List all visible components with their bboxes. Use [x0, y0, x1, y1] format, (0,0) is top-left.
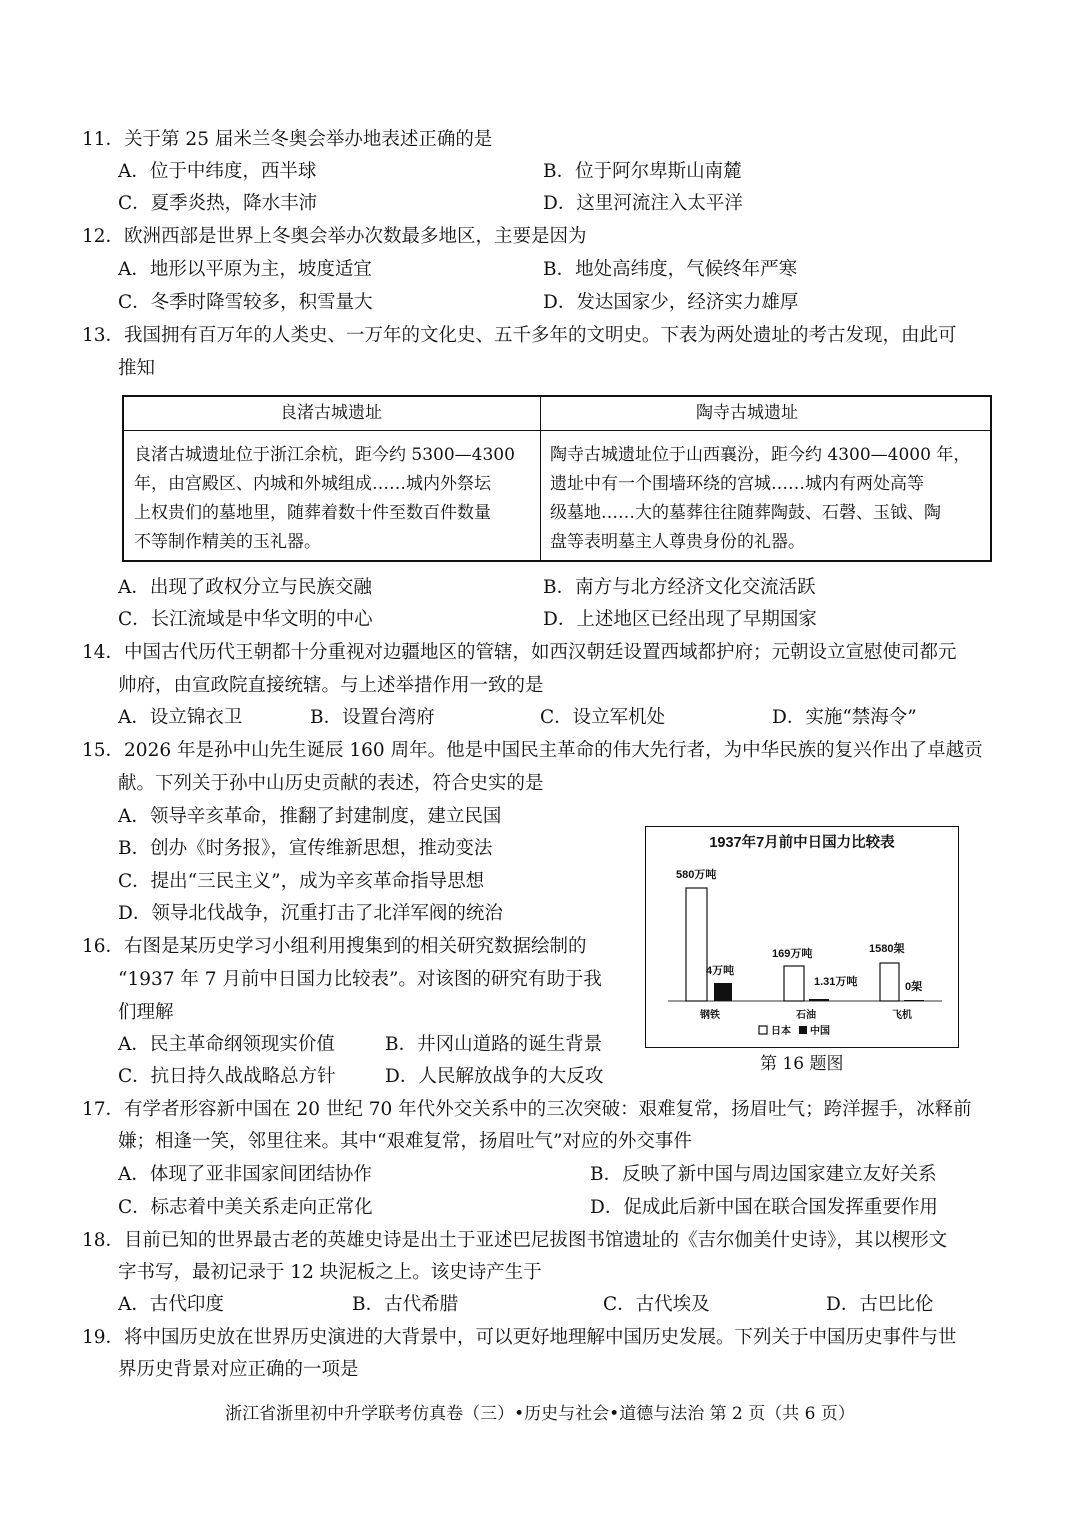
- q11-option-a: A．位于中纬度，西半球: [118, 161, 317, 182]
- q12-option-a: A．地形以平原为主，坡度适宜: [118, 259, 372, 280]
- q12-stem: 12．欧洲西部是世界上冬奥会举办次数最多地区，主要是因为: [82, 226, 587, 247]
- q13-option-c: C．长江流域是中华文明的中心: [118, 609, 373, 630]
- table-header-liangzhu: 良渚古城遗址: [280, 403, 382, 423]
- label-china-oil: 1.31万吨: [814, 976, 858, 988]
- national-strength-chart: [645, 826, 959, 1048]
- q16-option-a: A．民主革命纲领现实价值: [118, 1034, 335, 1055]
- table-cell-taosi-line-3: 级墓地……大的墓葬往往随葬陶鼓、石磬、玉钺、陶: [550, 503, 941, 523]
- table-cell-taosi-line-4: 盘等表明墓主人尊贵身份的礼器。: [550, 532, 805, 552]
- q17-option-b: B．反映了新中国与周边国家建立友好关系: [590, 1164, 937, 1185]
- label-japan-aircraft: 1580架: [869, 943, 905, 955]
- q17-stem-line-1: 17．有学者形容新中国在 20 世纪 70 年代外交关系中的三次突破：艰难复常，扬眉吐气；跨洋握手，冰释前: [82, 1099, 972, 1120]
- q15-stem-line-2: 献。下列关于孙中山历史贡献的表述，符合史实的是: [118, 773, 544, 794]
- table-cell-liangzhu-line-1: 良渚古城遗址位于浙江余杭，距今约 5300—4300: [134, 445, 515, 465]
- q14-stem-line-1: 14．中国古代历代王朝都十分重视对边疆地区的管辖，如西汉朝廷设置西域都护府；元朝设立宣慰使司都元: [82, 642, 957, 663]
- q12-option-c: C．冬季时降雪较多，积雪量大: [118, 292, 373, 313]
- legend-japan-label: 日本: [771, 1026, 791, 1037]
- q13-stem-line-2: 推知: [118, 358, 156, 379]
- q19-stem-line-2: 界历史背景对应正确的一项是: [118, 1359, 359, 1380]
- bar-china-aircraft: [904, 1000, 924, 1001]
- q16-option-b: B．井冈山道路的诞生背景: [385, 1034, 603, 1055]
- category-steel: 钢铁: [700, 1010, 720, 1021]
- page-footer: 浙江省浙里初中升学联考仿真卷（三）•历史与社会•道德与法治 第 2 页（共 6 页）: [225, 1404, 855, 1424]
- q14-stem-line-2: 帅府，由宣政院直接统辖。与上述举措作用一致的是: [118, 675, 544, 696]
- label-japan-steel: 580万吨: [676, 869, 717, 881]
- bar-japan-aircraft: [880, 963, 899, 1001]
- q12-option-b: B．地处高纬度，气候终年严寒: [543, 259, 798, 280]
- q13-option-a: A．出现了政权分立与民族交融: [118, 577, 372, 598]
- q16-stem-line-1: 16．右图是某历史学习小组利用搜集到的相关研究数据绘制的: [82, 936, 587, 957]
- q15-option-b: B．创办《时务报》，宣传维新思想，推动变法: [118, 838, 493, 859]
- label-china-steel: 4万吨: [706, 965, 735, 977]
- q18-option-a: A．古代印度: [118, 1294, 224, 1315]
- q13-option-d: D．上述地区已经出现了早期国家: [543, 609, 817, 630]
- q16-stem-line-3: 们理解: [118, 1002, 174, 1023]
- q18-stem-line-2: 字书写，最初记录于 12 块泥板之上。该史诗产生于: [118, 1262, 542, 1283]
- q13-option-b: B．南方与北方经济文化交流活跃: [543, 577, 816, 598]
- q18-option-d: D．古巴比伦: [826, 1294, 934, 1315]
- q18-stem-line-1: 18．目前已知的世界最古老的英雄史诗是出土于亚述巴尼拔图书馆遗址的《吉尔伽美什史诗》，其以楔形文: [82, 1230, 948, 1251]
- q11-option-c: C．夏季炎热，降水丰沛: [118, 193, 318, 214]
- q14-option-a: A．设立锦衣卫: [118, 707, 243, 728]
- legend-china-swatch: [799, 1026, 807, 1034]
- q15-option-d: D．领导北伐战争，沉重打击了北洋军阀的统治: [118, 903, 503, 924]
- category-aircraft: 飞机: [892, 1010, 912, 1021]
- q16-option-d: D．人民解放战争的大反攻: [385, 1066, 604, 1087]
- q15-option-c: C．提出“三民主义”，成为辛亥革命指导思想: [118, 871, 485, 892]
- q18-option-c: C．古代埃及: [603, 1294, 710, 1315]
- q15-stem-line-1: 15．2026 年是孙中山先生诞辰 160 周年。他是中国民主革命的伟大先行者，为中华民族的复兴作出了卓越贡: [82, 740, 983, 761]
- legend-japan-swatch: [759, 1026, 767, 1034]
- q17-stem-line-2: 嫌；相逢一笑，邻里往来。其中“艰难复常，扬眉吐气”对应的外交事件: [118, 1131, 692, 1152]
- bar-japan-steel: [686, 888, 707, 1001]
- chart-svg: [646, 827, 958, 1047]
- figure-caption: 第 16 题图: [760, 1054, 844, 1074]
- q11-stem: 11．关于第 25 届米兰冬奥会举办地表述正确的是: [82, 129, 493, 150]
- q13-stem-line-1: 13．我国拥有百万年的人类史、一万年的文化史、五千多年的文明史。下表为两处遗址的考古发现，由此可: [82, 325, 957, 346]
- q19-stem-line-1: 19．将中国历史放在世界历史演进的大背景中，可以更好地理解中国历史发展。下列关于中国历史事件与世: [82, 1327, 957, 1348]
- q16-option-c: C．抗日持久战战略总方针: [118, 1066, 336, 1087]
- bar-japan-oil: [784, 966, 804, 1001]
- q16-stem-line-2: “1937 年 7 月前中日国力比较表”。对该图的研究有助于我: [118, 969, 602, 990]
- table-cell-liangzhu-line-2: 年，由宫殿区、内城和外城组成……城内外祭坛: [134, 474, 491, 494]
- q17-option-d: D．促成此后新中国在联合国发挥重要作用: [590, 1197, 938, 1218]
- archaeology-table: [122, 395, 992, 562]
- table-header-taosi: 陶寺古城遗址: [696, 403, 798, 423]
- q11-option-d: D．这里河流注入太平洋: [543, 193, 743, 214]
- q15-option-a: A．领导辛亥革命，推翻了封建制度，建立民国: [118, 806, 502, 827]
- category-oil: 石油: [796, 1010, 816, 1021]
- table-cell-liangzhu-line-3: 上权贵们的墓地里，随葬着数十件至数百件数量: [134, 503, 491, 523]
- table-cell-taosi-line-2: 遗址中有一个围墙环绕的宫城……城内有两处高等: [550, 474, 924, 494]
- q12-option-d: D．发达国家少，经济实力雄厚: [543, 292, 799, 313]
- bar-china-steel: [714, 983, 732, 1001]
- q14-option-b: B．设置台湾府: [310, 707, 435, 728]
- q17-option-c: C．标志着中美关系走向正常化: [118, 1197, 373, 1218]
- table-cell-taosi-line-1: 陶寺古城遗址位于山西襄汾，距今约 4300—4000 年，: [550, 445, 971, 465]
- q14-option-d: D．实施“禁海令”: [772, 707, 917, 728]
- label-china-aircraft: 0架: [905, 981, 923, 993]
- label-japan-oil: 169万吨: [772, 948, 813, 960]
- bar-china-oil: [809, 999, 829, 1001]
- q14-option-c: C．设立军机处: [540, 707, 666, 728]
- legend-china-label: 中国: [810, 1026, 830, 1037]
- chart-title: 1937年7月前中日国力比较表: [709, 835, 895, 851]
- q11-option-b: B．位于阿尔卑斯山南麓: [543, 161, 742, 182]
- q18-option-b: B．古代希腊: [352, 1294, 459, 1315]
- table-cell-liangzhu-line-4: 不等制作精美的玉礼器。: [134, 532, 321, 552]
- q17-option-a: A．体现了亚非国家间团结协作: [118, 1164, 372, 1185]
